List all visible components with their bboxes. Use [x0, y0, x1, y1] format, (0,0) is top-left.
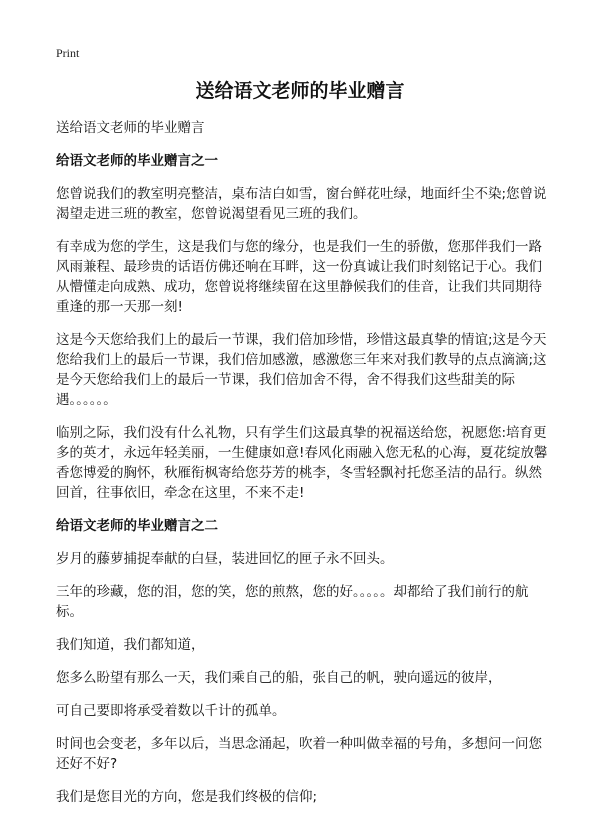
- paragraph: 这是今天您给我们上的最后一节课，我们倍加珍惜，珍惜这最真挚的情谊;这是今天您给我们上的最后一节课，我们倍加感激，感激您三年来对我们教导的点点滴滴;这是今天您给我们上的最后一节课，我们倍加舍不得，舍不得我们这些甜美的际遇。。。。。。: [56, 332, 547, 408]
- paragraph: 可自己要即将承受着数以千计的孤单。: [56, 703, 286, 719]
- paragraph: 您多么盼望有那么一天，我们乘自己的船，张自己的帆，驶向遥远的彼岸，: [56, 670, 502, 686]
- paragraph: 岁月的藤萝捕捉奉献的白昼，装进回忆的匣子永不回头。: [56, 551, 394, 567]
- paragraph: 我们知道，我们都知道，: [56, 637, 205, 653]
- section-heading: 给语文老师的毕业赠言之一: [56, 153, 218, 169]
- paragraph: 时间也会变老，多年以后，当思念涌起，吹着一种叫做幸福的号角，多想问一问您还好不好?: [56, 736, 542, 772]
- paragraph: 三年的珍藏，您的泪，您的笑，您的煎熬，您的好。。。。。却都给了我们前行的航标。: [56, 584, 529, 620]
- paragraph: 您曾说我们的教室明亮整洁，桌布洁白如雪，窗台鲜花吐绿，地面纤尘不染;您曾说渴望走进三班的教室，您曾说渴望看见三班的我们。: [56, 186, 547, 222]
- section-heading: 给语文老师的毕业赠言之二: [56, 518, 218, 534]
- print-link[interactable]: Print: [56, 46, 80, 60]
- paragraph: 我们是您目光的方向，您是我们终极的信仰;: [56, 789, 318, 805]
- page-title: 送给语文老师的毕业赠言: [195, 80, 405, 102]
- article-body: [56, 118, 552, 820]
- paragraph: 送给语文老师的毕业赠言: [56, 120, 205, 136]
- paragraph: 有幸成为您的学生，这是我们与您的缘分，也是我们一生的骄傲，您那伴我们一路风雨兼程、最珍贵的话语仿佛还响在耳畔，这一份真诚让我们时刻铭记于心。我们从懵懂走向成熟、成功，您曾说将继续留在这里静候我们的佳音，让我们共同期待重逢的那一天那一刻!: [56, 239, 542, 315]
- paragraph: 临别之际，我们没有什么礼物，只有学生们这最真挚的祝福送给您，祝愿您:培育更多的英才，永远年轻美丽，一生健康如意!春风化雨融入您无私的心海，夏花绽放馨香您博爱的胸怀，秋雁衔枫寄给您芬芳的桃李，冬雪轻飘衬托您圣洁的品行。纵然回首，往事依旧，牵念在这里，不来不走!: [56, 425, 548, 501]
